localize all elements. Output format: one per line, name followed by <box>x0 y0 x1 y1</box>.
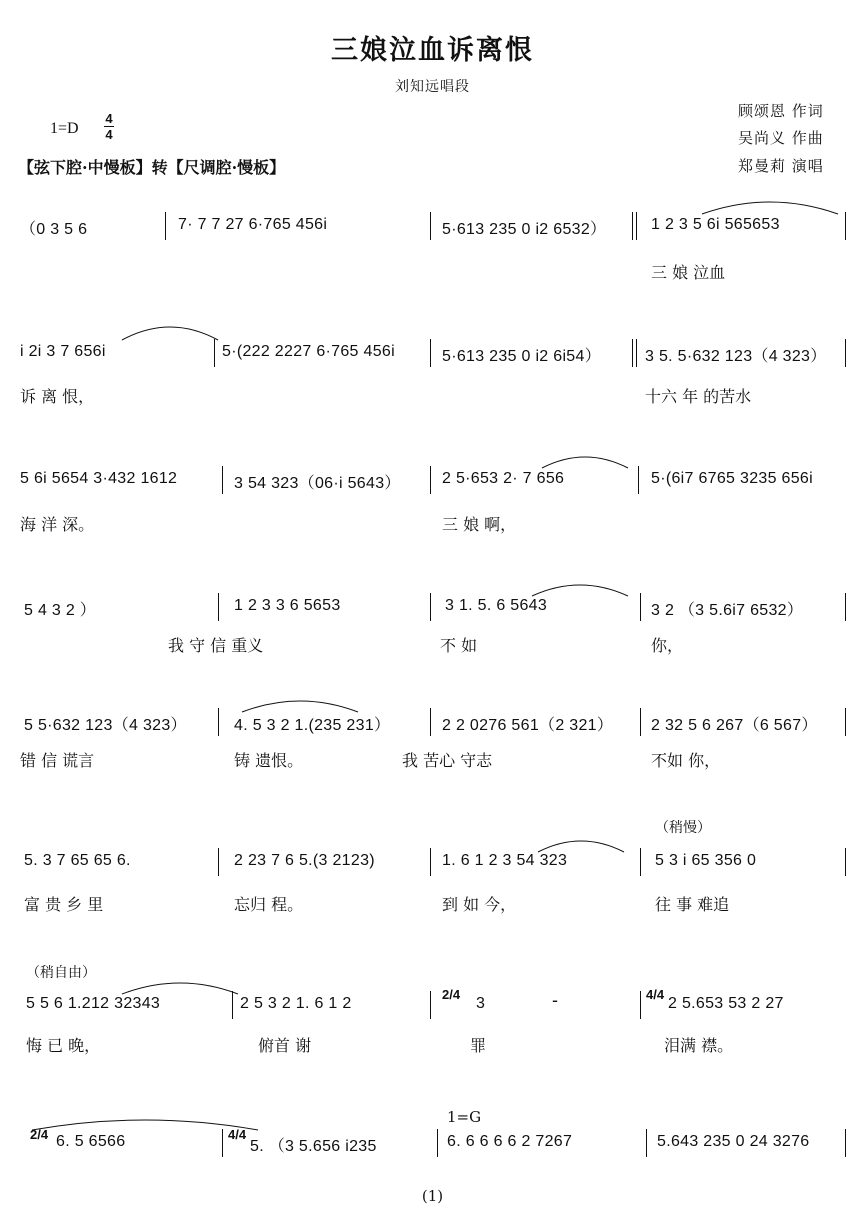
barline <box>430 848 431 876</box>
lyric-6-3: 到 如 今， <box>442 895 517 914</box>
measure-5-1: 5 5·632 123（4 323） <box>24 717 187 734</box>
slur <box>30 1116 260 1132</box>
key-signature: 1=D <box>50 120 79 137</box>
lyric-7-4: 泪满 襟。 <box>664 1036 734 1055</box>
measure-8-1: 6. 5 6566 <box>56 1133 126 1150</box>
measure-4-4: 3 2 （3 5.6i7 6532） <box>651 602 804 619</box>
measure-7-4: 2 5.653 53 2 27 <box>668 995 784 1012</box>
measure-1-4: 1 2 3 5 6i 565653 <box>651 216 780 233</box>
measure-1-3: 5·613 235 0 i2 6532） <box>442 221 607 238</box>
measure-4-2: 1 2 3 3 6 5653 <box>234 597 341 614</box>
slur <box>536 836 626 854</box>
barline <box>845 708 846 736</box>
meter-change: 2/4 <box>30 1127 49 1142</box>
measure-4-1: 5 4 3 2 ） <box>24 602 97 619</box>
measure-1-1: （0 3 5 6 <box>20 221 88 238</box>
barline <box>218 593 219 621</box>
measure-5-3: 2 2 0276 561（2 321） <box>442 717 614 734</box>
barline <box>646 1129 647 1157</box>
measure-8-2: 5. （3 5.656 i235 <box>250 1138 377 1155</box>
measure-6-2: 2 23 7 6 5.(3 2123) <box>234 852 375 869</box>
meter-bottom: 4 <box>105 127 113 142</box>
slur <box>530 580 630 598</box>
measure-2-2: 5·(222 2227 6·765 456i <box>222 343 395 360</box>
meter-top: 4 <box>105 111 113 126</box>
tempo-marking: 【弦下腔·中慢板】转【尺调腔·慢板】 <box>18 158 286 177</box>
fermata-rest: - <box>552 990 559 1010</box>
barline <box>640 593 641 621</box>
key-change: 1=G <box>447 1108 482 1126</box>
credit-composer: 吴尚义 作曲 <box>738 129 824 147</box>
barline <box>430 212 431 240</box>
lyric-3-3: 三 娘 啊， <box>442 515 517 534</box>
meter-change: 4/4 <box>646 987 665 1002</box>
measure-7-3: 3 <box>476 995 486 1012</box>
barline <box>437 1129 438 1157</box>
slur <box>540 452 630 470</box>
measure-5-4: 2 32 5 6 267（6 567） <box>651 717 818 734</box>
barline <box>218 708 219 736</box>
measure-6-3: 1. 6 1 2 3 54 323 <box>442 852 568 869</box>
credit-lyricist: 顾颂恩 作词 <box>738 102 824 120</box>
lyric-5-4: 不如 你， <box>651 751 721 770</box>
measure-4-3: 3 1. 5. 6 5643 <box>445 597 548 614</box>
measure-5-2: 4. 5 3 2 1.(235 231） <box>234 717 391 734</box>
measure-2-3: 5·613 235 0 i2 6i54） <box>442 348 601 365</box>
barline <box>845 593 846 621</box>
double-barline <box>632 212 637 240</box>
barline <box>845 212 846 240</box>
barline <box>845 339 846 367</box>
lyric-7-3: 罪 <box>470 1036 487 1055</box>
lyric-4-2: 我 守 信 重义 <box>168 636 264 655</box>
barline <box>430 991 431 1019</box>
lyric-6-4: 往 事 难追 <box>655 895 730 914</box>
barline <box>222 466 223 494</box>
barline <box>638 466 639 494</box>
barline <box>640 848 641 876</box>
measure-3-1: 5 6i 5654 3·432 1612 <box>20 470 178 487</box>
measure-6-1: 5. 3 7 65 65 6. <box>24 852 131 869</box>
lyric-7-2: 俯首 谢 <box>258 1036 312 1055</box>
page-title: 三娘泣血诉离恨 <box>331 35 534 66</box>
measure-2-1: i 2i 3 7 656i <box>20 343 106 360</box>
lyric-4-3: 不 如 <box>440 636 478 655</box>
lyric-5-3: 我 苦心 守志 <box>402 751 493 770</box>
barline <box>430 593 431 621</box>
lyric-1-4: 三 娘 泣血 <box>651 263 726 282</box>
measure-7-1: 5 5 6 1.212 32343 <box>26 995 161 1012</box>
barline <box>430 708 431 736</box>
subtitle: 刘知远唱段 <box>395 79 470 95</box>
lyric-7-1: 悔 已 晚， <box>26 1036 101 1055</box>
slur <box>700 196 840 216</box>
barline <box>845 1129 846 1157</box>
lyric-5-2: 铸 遗恨。 <box>234 751 304 770</box>
barline <box>222 1129 223 1157</box>
double-barline <box>632 339 637 367</box>
measure-3-4: 5·(6i7 6765 3235 656i <box>651 470 813 487</box>
barline <box>430 339 431 367</box>
measure-8-4: 5.643 235 0 24 3276 <box>657 1133 810 1150</box>
barline <box>214 339 215 367</box>
lyric-2-4: 十六 年 的苦水 <box>645 387 752 406</box>
slur <box>120 978 240 996</box>
lyric-5-1: 错 信 谎言 <box>20 751 95 770</box>
measure-8-3: 6. 6 6 6 6 2 7267 <box>447 1133 573 1150</box>
page-number: (1) <box>421 1187 444 1205</box>
tempo-change-marking: （稍慢） <box>655 820 711 836</box>
meter-change: 4/4 <box>228 1127 247 1142</box>
measure-7-2: 2 5 3 2 1. 6 1 2 <box>240 995 352 1012</box>
barline <box>640 991 641 1019</box>
measure-1-2: 7· 7 7 27 6·765 456i <box>178 216 328 233</box>
barline <box>218 848 219 876</box>
lyric-2-1: 诉 离 恨， <box>20 387 95 406</box>
lyric-4-4: 你， <box>651 636 684 655</box>
lyric-6-1: 富 贵 乡 里 <box>24 895 104 914</box>
measure-3-3: 2 5·653 2· 7 656 <box>442 470 565 487</box>
barline <box>640 708 641 736</box>
credit-singer: 郑曼莉 演唱 <box>738 157 824 175</box>
measure-2-4: 3 5. 5·632 123（4 323） <box>645 348 827 365</box>
lyric-3-1: 海 洋 深。 <box>20 515 95 534</box>
meter-change: 2/4 <box>442 987 461 1002</box>
tempo-change-marking: （稍自由） <box>26 965 96 981</box>
barline <box>845 848 846 876</box>
barline <box>430 466 431 494</box>
slur <box>240 696 360 714</box>
lyric-6-2: 忘归 程。 <box>234 895 304 914</box>
time-signature <box>104 112 114 141</box>
measure-3-2: 3 54 323（06·i 5643） <box>234 475 401 492</box>
slur <box>120 320 220 342</box>
measure-6-4: 5 3 i 65 356 0 <box>655 852 757 869</box>
barline <box>165 212 166 240</box>
